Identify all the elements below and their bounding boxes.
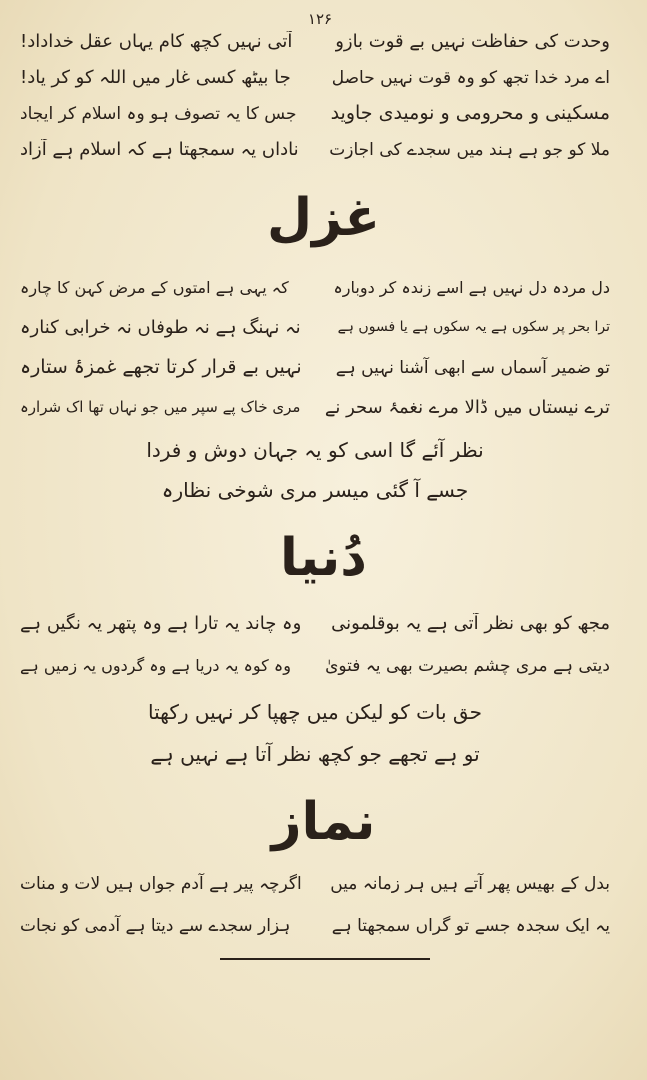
misra-first: مجھ کو بھی نظر آتی ہے یہ بوقلمونی — [331, 612, 610, 634]
closing-misra: حق بات کو لیکن میں چھپا کر نہیں رکھتا — [148, 700, 482, 724]
misra-first: تو ضمیر آسماں سے ابھی آشنا نہیں ہے — [335, 357, 610, 378]
closing-misra: جسے آ گئی میسر مری شوخی نظارہ — [161, 478, 469, 502]
misra-first: دل مردہ دل نہیں ہے اسے زندہ کر دوبارہ — [333, 277, 610, 297]
couplet — [20, 270, 610, 304]
couplet — [20, 350, 610, 384]
section-heading-dunya: دُنیا — [280, 528, 367, 588]
couplet — [20, 96, 610, 130]
misra-second: جا بیٹھ کسی غار میں اللہ کو کر یاد! — [20, 66, 291, 88]
couplet — [20, 60, 610, 94]
misra-second: مری خاک پے سپر میں جو نہاں تھا اک شرارہ — [20, 398, 301, 416]
misra-first: مسکینی و محرومی و نومیدی جاوید — [330, 102, 610, 124]
misra-first: ترے نیستاں میں ڈالا مرے نغمۂ سحر نے — [324, 396, 610, 418]
couplet — [20, 908, 610, 942]
misra-second: جس کا یہ تصوف ہو وہ اسلام کر ایجاد — [20, 103, 297, 124]
section-heading-ghazal: غزل — [267, 188, 380, 248]
misra-first: ملا کو جو ہے ہند میں سجدے کی اجازت — [329, 139, 610, 160]
closing-misra: نظر آئے گا اسی کو یہ جہان دوش و فردا — [146, 438, 484, 462]
page-number: ۱۲۶ — [307, 10, 333, 28]
misra-second: وہ چاند یہ تارا ہے وہ پتھر یہ نگیں ہے — [20, 612, 302, 634]
misra-first: یہ ایک سجدہ جسے تو گراں سمجھتا ہے — [331, 915, 610, 936]
misra-second: آتی نہیں کچھ کام یہاں عقل خداداد! — [20, 30, 293, 52]
misra-first: بدل کے بھیس پھر آتے ہیں ہر زمانہ میں — [330, 873, 610, 894]
misra-second: نہیں بے قرار کرتا تجھے غمزۂ ستارہ — [20, 356, 302, 378]
couplet — [20, 132, 610, 166]
divider-rule — [220, 958, 430, 960]
couplet — [20, 310, 610, 344]
closing-misra: تو ہے تجھے جو کچھ نظر آتا ہے نہیں ہے — [150, 742, 480, 766]
misra-second: ہزار سجدے سے دیتا ہے آدمی کو نجات — [20, 915, 291, 936]
section-heading-namaz: نماز — [271, 792, 376, 852]
misra-first: وحدت کی حفاظت نہیں بے قوت بازو — [335, 30, 610, 52]
misra-second: ناداں یہ سمجھتا ہے کہ اسلام ہے آزاد — [20, 138, 299, 160]
misra-first: اے مرد خدا تجھ کو وہ قوت نہیں حاصل — [331, 67, 610, 88]
misra-first: ترا بحر پر سکوں ہے یہ سکوں ہے یا فسوں ہے — [337, 319, 610, 335]
couplet — [20, 24, 610, 58]
misra-second: نہ نہنگ ہے نہ طوفاں نہ خرابی کنارہ — [20, 316, 301, 338]
couplet — [20, 390, 610, 424]
couplet — [20, 606, 610, 640]
misra-first: دیتی ہے مری چشم بصیرت بھی یہ فتویٰ — [325, 655, 610, 676]
couplet — [20, 648, 610, 682]
couplet — [20, 866, 610, 900]
misra-second: وہ کوہ یہ دریا ہے وہ گردوں یہ زمیں ہے — [20, 655, 291, 675]
misra-second: کہ یہی ہے امتوں کے مرض کہن کا چارہ — [20, 277, 289, 297]
misra-second: اگرچہ پیر ہے آدم جواں ہیں لات و منات — [20, 873, 302, 894]
